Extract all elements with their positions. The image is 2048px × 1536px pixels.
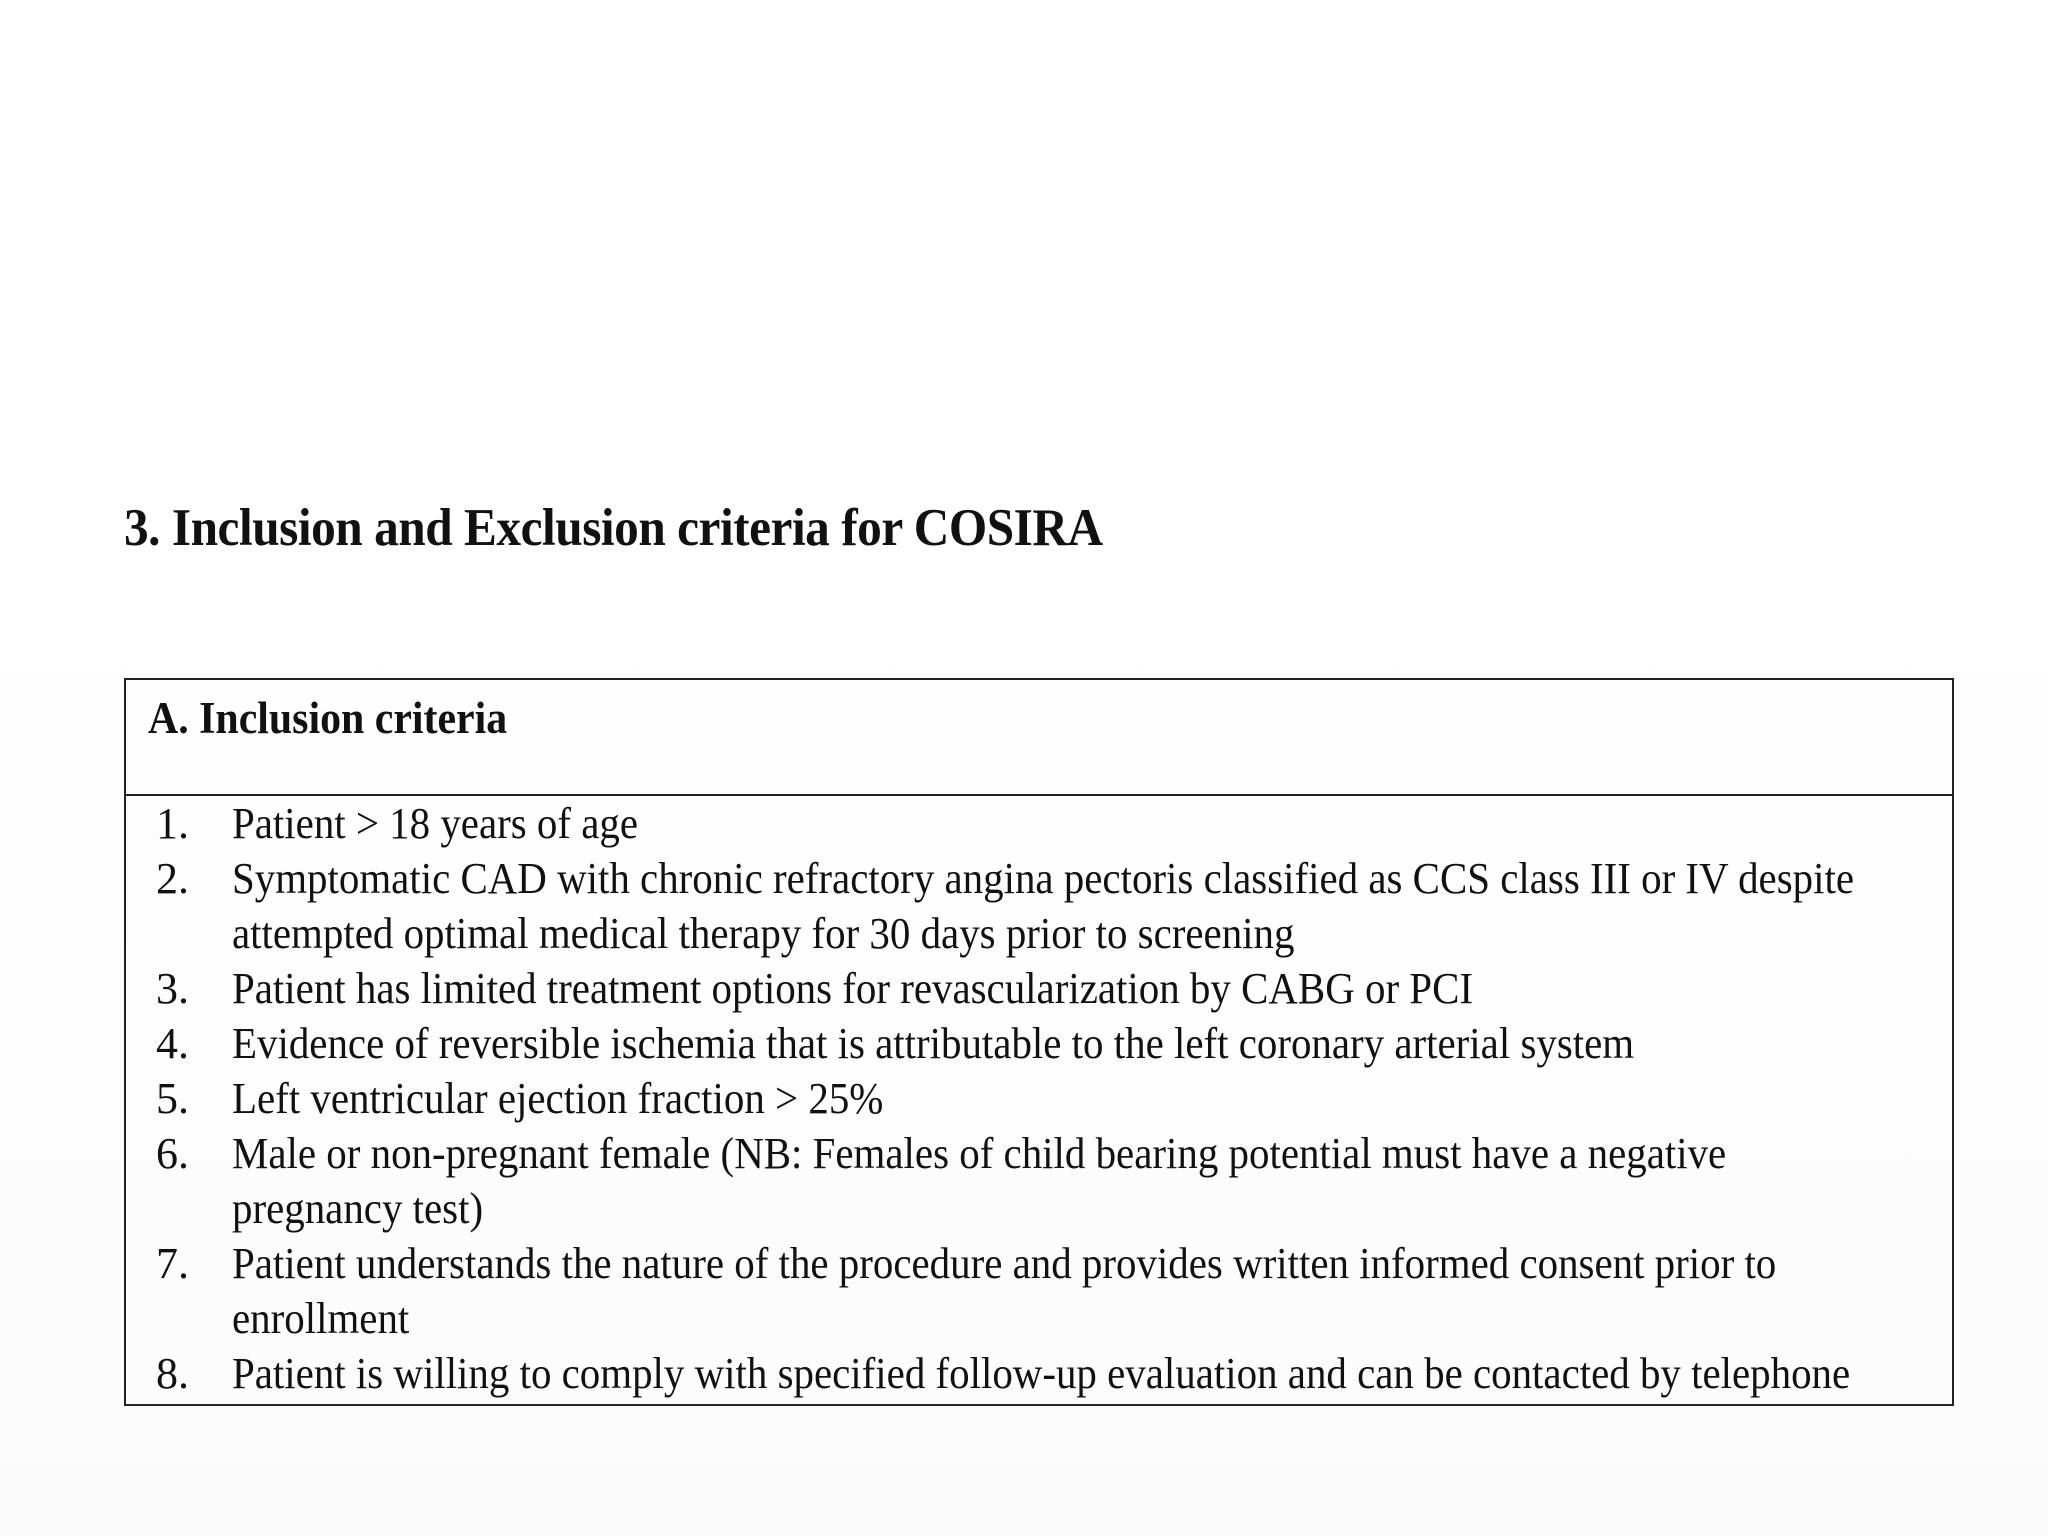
criteria-item-4 <box>126 1016 1952 1071</box>
item-number: 1. <box>156 799 189 848</box>
item-text <box>232 1346 1851 1401</box>
table-header-label: A. Inclusion criteria <box>148 693 508 743</box>
item-number: 5. <box>156 1074 189 1123</box>
item-number: 3. <box>156 964 189 1013</box>
item-text-line: Evidence of reversible ischemia that is attributable to the left coronary arterial system <box>232 1019 1635 1068</box>
item-text <box>232 1071 1832 1126</box>
item-text-line: Symptomatic CAD with chronic refractory angina pectoris classified as CCS class III or IV despite <box>232 854 1855 903</box>
item-text <box>232 851 1855 961</box>
item-text-line: Male or non-pregnant female (NB: Females of child bearing potential must have a negative <box>232 1129 1727 1178</box>
item-text-line: Patient has limited treatment options for revascularization by CABG or PCI <box>232 964 1473 1013</box>
item-text-line: Left ventricular ejection fraction > 25% <box>232 1074 884 1123</box>
section-title: 3. Inclusion and Exclusion criteria for COSIRA <box>124 499 1103 557</box>
item-number: 6. <box>156 1129 189 1178</box>
item-number: 7. <box>156 1239 189 1288</box>
item-number: 4. <box>156 1019 189 1068</box>
criteria-item-2 <box>126 851 1952 961</box>
item-text-line: pregnancy test) <box>232 1184 484 1233</box>
item-number: 8. <box>156 1349 189 1398</box>
item-text <box>232 961 1832 1016</box>
criteria-item-7 <box>126 1236 1952 1346</box>
item-text-line: Patient is willing to comply with specified follow-up evaluation and can be contacted by telephone <box>232 1349 1851 1398</box>
item-text-line: Patient understands the nature of the procedure and provides written informed consent prior to <box>232 1239 1777 1288</box>
item-text <box>232 1236 1832 1346</box>
item-text-line: attempted optimal medical therapy for 30 days prior to screening <box>232 909 1295 958</box>
table-header <box>126 680 1952 796</box>
item-text <box>232 1126 1832 1236</box>
criteria-item-6 <box>126 1126 1952 1236</box>
inclusion-criteria-table <box>124 678 1954 1406</box>
item-text-line: enrollment <box>232 1294 410 1343</box>
item-text <box>232 796 1832 851</box>
criteria-item-8 <box>126 1346 1952 1401</box>
item-number: 2. <box>156 854 189 903</box>
criteria-item-5 <box>126 1071 1952 1126</box>
item-text-line: Patient > 18 years of age <box>232 799 639 848</box>
criteria-item-3 <box>126 961 1952 1016</box>
criteria-list <box>126 796 1952 1401</box>
item-text <box>232 1016 1832 1071</box>
criteria-item-1 <box>126 796 1952 851</box>
